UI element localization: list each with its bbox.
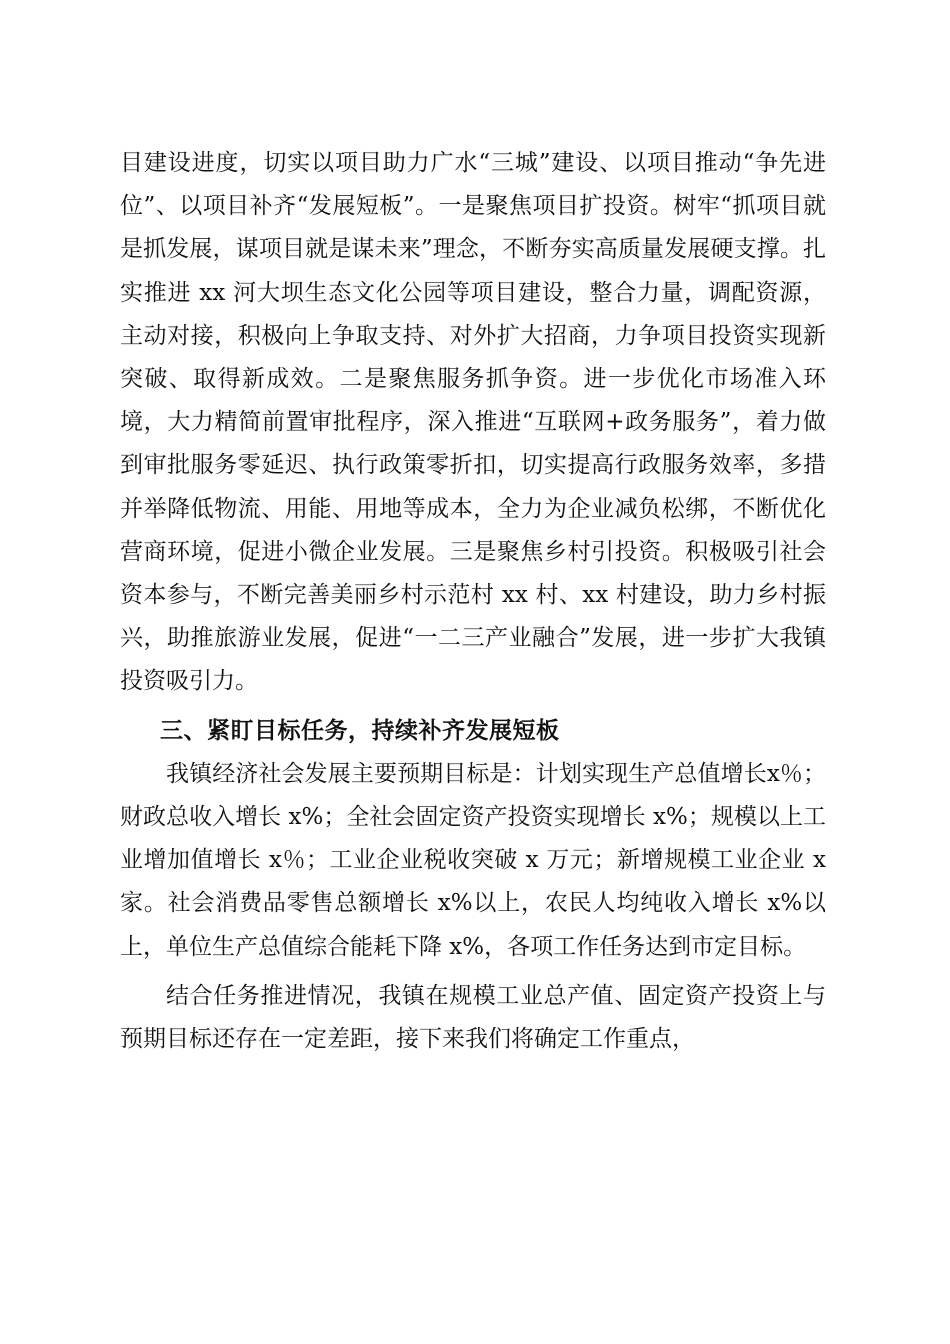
text-line: 均纯收入增长 x%以上，单位生产总值综合能耗下降 x%，各项工	[120, 890, 826, 960]
paragraph-2	[120, 753, 826, 969]
text-line: 持、对外扩大招商，力争项目投资实现新突破、取得新成效。	[120, 322, 827, 393]
text-line: 项目建设，整合力量，调配资源，主动对接，积极向上争取支	[120, 279, 826, 349]
text-line: 我镇经济社会发展主要预期目标是：计划实现生产总值增长	[166, 760, 767, 787]
text-line: 优化营商环境，促进小微企业发展。三是聚焦乡村引投资。积	[120, 495, 827, 565]
section-heading: 三、紧盯目标任务，持续补齐发展短板	[160, 717, 560, 744]
paragraph-1	[120, 142, 826, 704]
text-line: 断夯实高质量发展硬支撑。扎实推进 xx 河大坝生态文化公园等	[120, 236, 827, 306]
text-line: 置审批程序，深入推进“互联网+政务服务”，着力做到审批服	[120, 409, 826, 479]
text-line: 作任务达到市定目标。	[576, 933, 807, 960]
text-line: “争先进位”、以项目补齐“发展短板”。一是聚焦项目扩投	[120, 150, 826, 220]
text-line: 上与预期目标还存在一定差距，接下来我们将确定工作重点，	[120, 982, 827, 1053]
text-line: 目建设进度，切实以项目助力广水“三城”建设、以项目推动	[120, 150, 743, 176]
paragraph-3	[120, 975, 826, 1061]
text-line: 举降低物流、用能、用地等成本，全力为企业减负松绑，不断	[143, 495, 780, 522]
text-line: 规模以上工业增加值增长 x％；工业企业税收突破 x 万元；新增	[120, 804, 827, 874]
text-line: 规模工业企业 x 家。社会消费品零售总额增长 x%以上，农民人	[120, 847, 826, 917]
text-line: 合”发展，进一步扩大我镇投资吸引力。	[120, 625, 826, 695]
text-line: 设，助力乡村振兴，助推旅游业发展，促进“一二三产业融	[120, 582, 826, 652]
text-line: x％；财政总收入增长 x%；全社会固定资产投资实现增长 x%；	[120, 760, 826, 831]
text-line: 结合任务推进情况，我镇在规模工业总产值、固定资产投资	[166, 982, 780, 1009]
text-line: 极吸引社会资本参与，不断完善美丽乡村示范村 xx 村、xx 村建	[120, 538, 827, 609]
text-line: 务零延迟、执行政策零折扣，切实提高行政服务效率，多措并	[120, 452, 827, 522]
document-body	[120, 142, 826, 1061]
text-line: 二是聚焦服务抓争资。进一步优化市场准入环境，大力精简前	[120, 366, 827, 436]
text-line: 资。树牢“抓项目就是抓发展，谋项目就是谋未来”理念，不	[120, 193, 826, 263]
